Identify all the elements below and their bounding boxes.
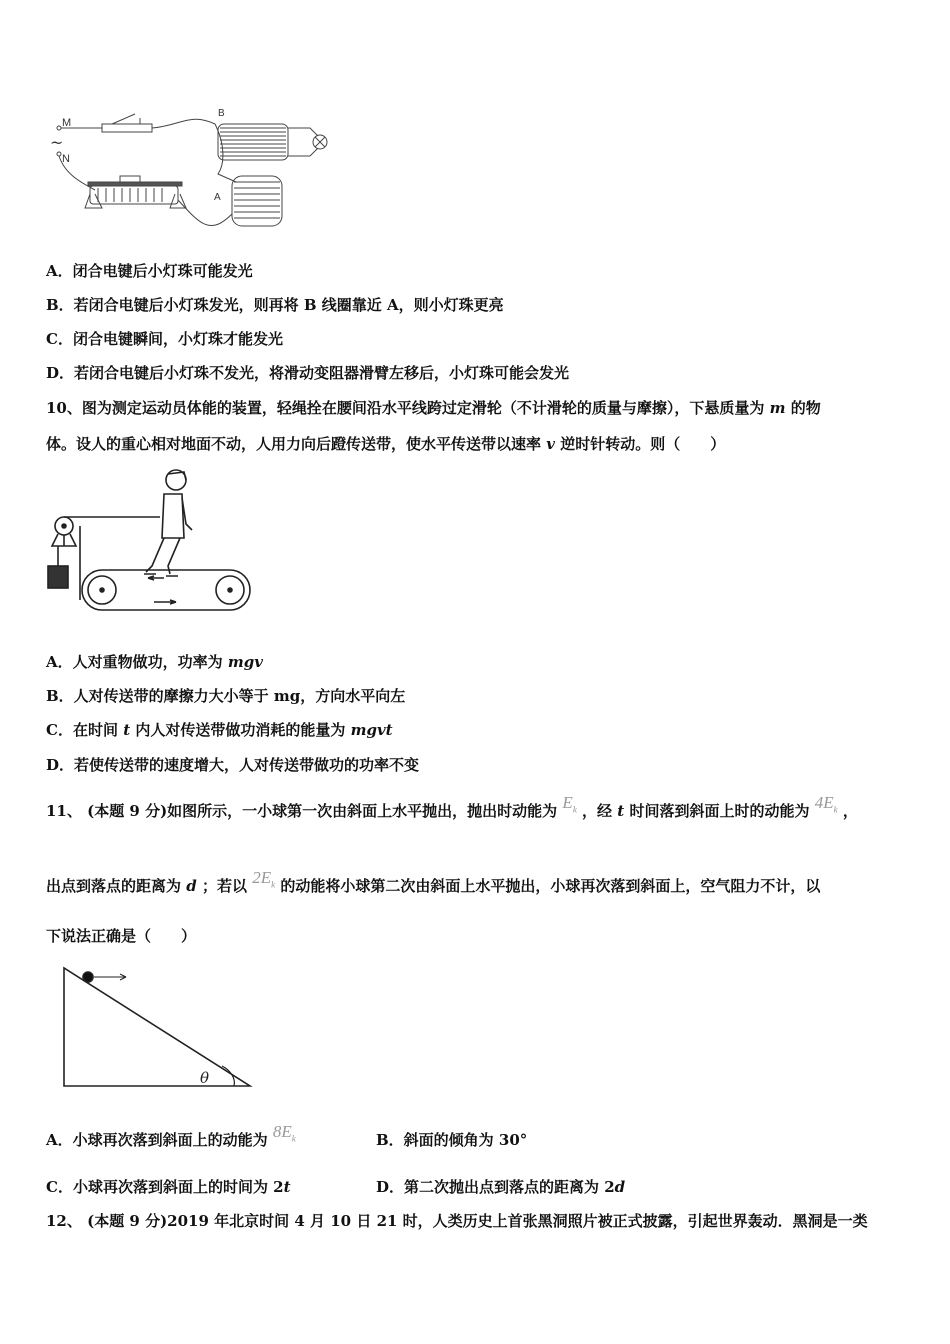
q9-option-b[interactable]: B．若闭合电键后小灯珠发光，则再将 B 线圈靠近 A，则小灯珠更亮 xyxy=(46,296,504,314)
q11-option-a[interactable]: A．小球再次落到斜面上的动能为 $8E_k$ xyxy=(46,1122,296,1149)
terminal-m-label: M xyxy=(62,117,72,129)
q10-stem-line1: 10、图为测定运动员体能的装置，轻绳拴在腰间沿水平线跨过定滑轮（不计滑轮的质量与摩擦），下悬质量为 m 的物 xyxy=(46,399,821,417)
q10-option-a[interactable]: A．人对重物做功，功率为 mgv xyxy=(46,653,263,671)
coil-b-label: B xyxy=(218,108,225,119)
q10-option-c[interactable]: C．在时间 t 内人对传送带做功消耗的能量为 mgvt xyxy=(46,721,393,739)
incline-figure xyxy=(58,962,258,1094)
treadmill-figure xyxy=(44,466,256,614)
q9-option-a[interactable]: A．闭合电键后小灯珠可能发光 xyxy=(46,262,253,280)
q9-option-c[interactable]: C．闭合电键瞬间，小灯珠才能发光 xyxy=(46,330,283,348)
q10-stem-line2: 体。设人的重心相对地面不动，人用力向后蹬传送带，使水平传送带以速率 v 逆时针转动。则（ ） xyxy=(46,435,726,453)
q11-option-b[interactable]: B．斜面的倾角为 30° xyxy=(376,1131,528,1149)
q11-stem-line1: 11、 (本题 9 分)如图所示，一小球第一次由斜面上水平抛出，抛出时动能为 $E_k$ ，经 t 时间落到斜面上时的动能为 $4E_k$ ， xyxy=(46,793,858,820)
q10-option-b[interactable]: B．人对传送带的摩擦力大小等于 mg，方向水平向左 xyxy=(46,687,406,705)
q11-option-d[interactable]: D．第二次抛出点到落点的距离为 2d xyxy=(376,1178,626,1196)
terminal-n-label: N xyxy=(62,153,70,165)
coil-a-label: A xyxy=(214,192,221,203)
ac-symbol: ~ xyxy=(50,133,64,152)
angle-theta-label: θ xyxy=(200,1069,210,1087)
q12-stem: 12、 (本题 9 分)2019 年北京时间 4 月 10 日 21 时，人类历史上首张黑洞照片被正式披露，引起世界轰动．黑洞是一类 xyxy=(46,1212,868,1230)
q11-stem-line3: 下说法正确是（ ） xyxy=(46,927,197,945)
q10-option-d[interactable]: D．若使传送带的速度增大，人对传送带做功的功率不变 xyxy=(46,756,420,774)
ball-icon xyxy=(83,972,93,982)
q11-option-c[interactable]: C．小球再次落到斜面上的时间为 2t xyxy=(46,1178,291,1196)
q9-option-d[interactable]: D．若闭合电键后小灯珠不发光，将滑动变阻器滑臂左移后，小灯珠可能会发光 xyxy=(46,364,570,382)
hanging-weight xyxy=(48,566,68,588)
incline-triangle xyxy=(64,968,250,1086)
q11-stem-line2: 出点到落点的距离为 d ；若以 $2E_k$ 的动能将小球第二次由斜面上水平抛出，小球再次落到斜面上，空气阻力不计，以 xyxy=(46,868,821,895)
induction-circuit-figure xyxy=(40,104,340,240)
